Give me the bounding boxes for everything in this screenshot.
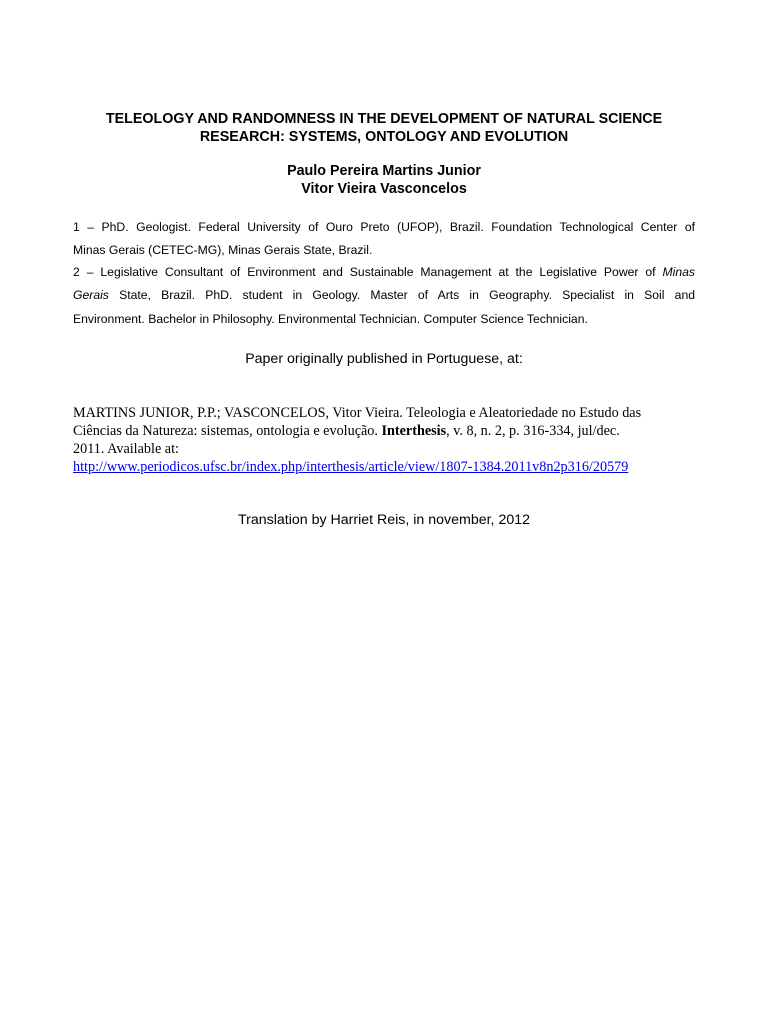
affiliation-1-line-2: Minas Gerais (CETEC-MG), Minas Gerais State, Brazil. xyxy=(73,243,373,258)
affiliation-1-line-1: 1 – PhD. Geologist. Federal University of Ouro Preto (UFOP), Brazil. Foundation Technological Center of xyxy=(73,220,695,234)
author-1: Paulo Pereira Martins Junior xyxy=(287,163,481,179)
citation-line-3: 2011. Available at: xyxy=(73,441,179,457)
author-list xyxy=(73,162,695,198)
affiliation-2-italic-b: Gerais xyxy=(73,288,109,303)
citation-text-b: , v. 8, n. 2, p. 316-334, jul/dec. xyxy=(446,423,620,439)
author-2: Vitor Vieira Vasconcelos xyxy=(301,181,467,197)
document-page xyxy=(73,0,695,1024)
affiliation-2 xyxy=(73,261,695,331)
affiliation-1 xyxy=(73,216,695,263)
affiliation-2-line-3: Environment. Bachelor in Philosophy. Environmental Technician. Computer Science Technician. xyxy=(73,311,588,326)
citation-block xyxy=(73,404,695,476)
affiliation-2-line-1 xyxy=(73,261,695,284)
paper-title-line-2: RESEARCH: SYSTEMS, ONTOLOGY AND EVOLUTION xyxy=(199,129,569,145)
paper-title xyxy=(73,110,695,146)
affiliation-2-text-a: 2 – Legislative Consultant of Environment and Sustainable Management at the Legislative Power of xyxy=(73,265,663,279)
citation-line-1: MARTINS JUNIOR, P.P.; VASCONCELOS, Vitor Vieira. Teleologia e Aleatoriedade no Estudo das xyxy=(73,405,642,421)
article-link[interactable]: http://www.periodicos.ufsc.br/index.php/interthesis/article/view/1807-1384.2011v8n2p316/20579 xyxy=(73,459,629,475)
journal-name: Interthesis xyxy=(381,423,447,439)
paper-title-line-1: TELEOLOGY AND RANDOMNESS IN THE DEVELOPMENT OF NATURAL SCIENCE xyxy=(105,111,663,127)
citation-line-2 xyxy=(73,422,695,440)
affiliation-2-line-2 xyxy=(73,284,695,307)
translation-note: Translation by Harriet Reis, in november, 2012 xyxy=(237,512,531,528)
citation-text-a: Ciências da Natureza: sistemas, ontologia e evolução. xyxy=(73,423,382,439)
affiliation-2-text-b: State, Brazil. PhD. student in Geology. Master of Arts in Geography. Specialist in Soil and xyxy=(108,288,695,303)
original-publication-note: Paper originally published in Portuguese, at: xyxy=(245,351,523,367)
affiliation-2-italic-a: Minas xyxy=(662,265,695,279)
citation-line-4 xyxy=(73,458,695,476)
